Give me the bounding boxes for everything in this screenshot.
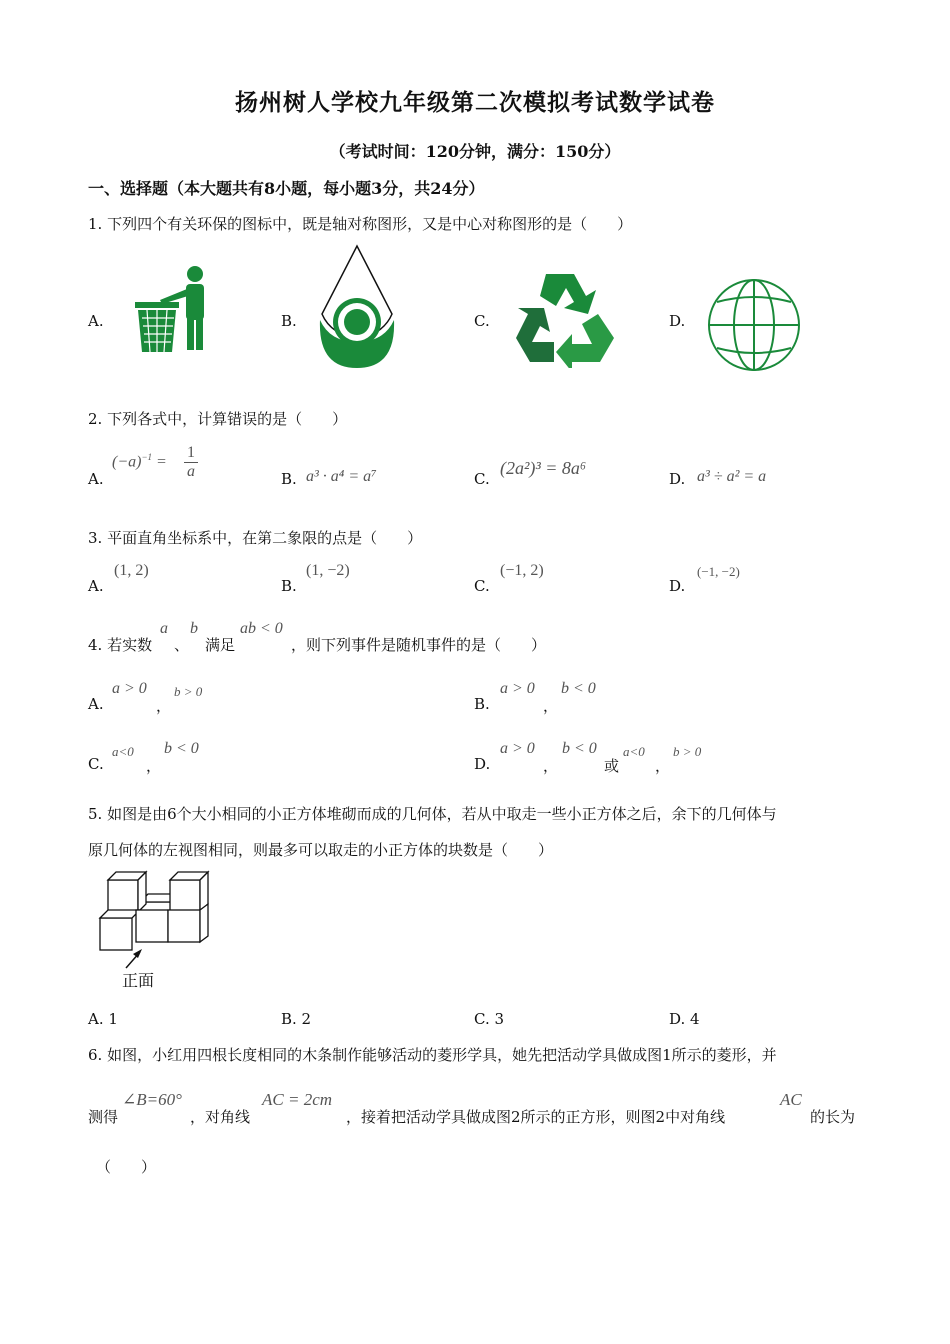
q4-var-b: b bbox=[190, 620, 198, 637]
q1-option-a-label: A. bbox=[88, 312, 104, 330]
q6-ac-length: AC = 2cm bbox=[262, 1090, 333, 1109]
q6-measure-text: 测得 bbox=[88, 1108, 119, 1126]
q3-option-b-label: B. bbox=[281, 577, 297, 595]
q4-separator: 、 bbox=[174, 636, 190, 654]
question-3-text: 3. 平面直角坐标系中，在第二象限的点是（ ） bbox=[88, 529, 423, 547]
q4-option-d-comma2: ， bbox=[655, 757, 671, 775]
cube-stack-figure bbox=[96, 866, 214, 990]
q4-condition: ab < 0 bbox=[240, 620, 283, 637]
q3-option-a-label: A. bbox=[88, 577, 104, 595]
q2-option-d-expr: a³ ÷ a² = a bbox=[697, 468, 767, 485]
q4-option-c-comma: ， bbox=[146, 757, 162, 775]
q4-option-d-label: D. bbox=[474, 755, 491, 773]
q2-option-c-label: C. bbox=[474, 470, 490, 488]
trash-person-icon bbox=[132, 262, 214, 356]
q4-option-b-label: B. bbox=[474, 695, 490, 713]
q5-option-a: A. 1 bbox=[88, 1010, 118, 1028]
q2-option-c-expr: (2a²)³ = 8a⁶ bbox=[500, 458, 587, 478]
q4-option-c-label: C. bbox=[88, 755, 104, 773]
q2-option-b-label: B. bbox=[281, 470, 297, 488]
q6-diagonal-text: ，对角线 bbox=[190, 1108, 251, 1126]
exam-info: （考试时间：120分钟，满分：150分） bbox=[329, 142, 621, 161]
q3-option-d-label: D. bbox=[669, 577, 686, 595]
q1-option-c-label: C. bbox=[474, 312, 490, 330]
q6-answer-bracket: （ ） bbox=[96, 1158, 157, 1176]
water-drop-icon bbox=[314, 242, 400, 372]
q1-option-d-label: D. bbox=[669, 312, 686, 330]
q1-option-b-label: B. bbox=[281, 312, 297, 330]
q4-option-d-or: 或 bbox=[604, 757, 620, 775]
q2-option-b-expr: a³ · a⁴ = a⁷ bbox=[306, 468, 377, 485]
question-6-line1: 6. 如图，小红用四根长度相同的木条制作能够活动的菱形学具，她先把活动学具做成图1所示的菱形，并 bbox=[88, 1046, 777, 1064]
q6-ac-label: AC bbox=[780, 1090, 802, 1109]
question-5-line2: 原几何体的左视图相同，则最多可以取走的小正方体的块数是（ ） bbox=[88, 841, 554, 859]
q4-option-c-cond1: a<0 bbox=[112, 744, 134, 759]
q4-option-a-cond1: a > 0 bbox=[112, 680, 147, 697]
q2-option-a-expr: $(-a)^{-1}$ = bbox=[112, 452, 167, 471]
front-view-label: 正面 bbox=[122, 971, 155, 990]
recycle-icon bbox=[512, 268, 618, 368]
q2-option-d-label: D. bbox=[669, 470, 686, 488]
section-heading: 一、选择题（本大题共有8小题，每小题3分，共24分） bbox=[88, 179, 485, 198]
q4-option-c-cond2: b < 0 bbox=[164, 740, 199, 757]
question-1-text: 1. 下列四个有关环保的图标中，既是轴对称图形，又是中心对称图形的是（ ） bbox=[88, 215, 633, 233]
q5-option-d: D. 4 bbox=[669, 1010, 700, 1028]
q4-option-d-cond2: b < 0 bbox=[562, 740, 597, 757]
q6-next-text: ，接着把活动学具做成图2所示的正方形，则图2中对角线 bbox=[346, 1108, 726, 1126]
q4-satisfies: 满足 bbox=[205, 636, 236, 654]
q2-option-a-label: A. bbox=[88, 470, 104, 488]
q6-angle-expr: ∠B=60° bbox=[122, 1090, 182, 1109]
question-5-line1: 5. 如图是由6个大小相同的小正方体堆砌而成的几何体，若从中取走一些小正方体之后，余下的几何体与 bbox=[88, 805, 777, 823]
q6-length-text: 的长为 bbox=[810, 1108, 856, 1126]
q5-option-c: C. 3 bbox=[474, 1010, 505, 1028]
q3-option-d-expr: (−1, −2) bbox=[697, 564, 740, 579]
q3-option-a-expr: (1, 2) bbox=[114, 562, 149, 579]
q2-option-a-fraction: 1 a bbox=[184, 444, 198, 481]
page-title: 扬州树人学校九年级第二次模拟考试数学试卷 bbox=[235, 89, 715, 116]
q4-option-d-comma: ， bbox=[543, 757, 559, 775]
question-4-intro: 4. 若实数 bbox=[88, 636, 153, 654]
q3-option-b-expr: (1, −2) bbox=[306, 562, 350, 579]
q4-option-a-label: A. bbox=[88, 695, 104, 713]
q3-option-c-expr: (−1, 2) bbox=[500, 562, 544, 579]
q3-option-c-label: C. bbox=[474, 577, 490, 595]
q4-option-a-cond2: b > 0 bbox=[174, 684, 203, 699]
q4-option-d-cond3: a<0 bbox=[623, 744, 645, 759]
q4-option-d-cond4: b > 0 bbox=[673, 744, 702, 759]
q4-option-d-cond1: a > 0 bbox=[500, 740, 535, 757]
q4-question-rest: ，则下列事件是随机事件的是（ ） bbox=[291, 636, 547, 654]
q4-option-b-cond2: b < 0 bbox=[561, 680, 596, 697]
q4-var-a: a bbox=[160, 620, 168, 637]
globe-icon bbox=[705, 276, 803, 374]
q4-option-a-comma: ， bbox=[156, 697, 172, 715]
q5-option-b: B. 2 bbox=[281, 1010, 312, 1028]
q4-option-b-cond1: a > 0 bbox=[500, 680, 535, 697]
q4-option-b-comma: ， bbox=[543, 697, 559, 715]
question-2-text: 2. 下列各式中，计算错误的是（ ） bbox=[88, 410, 348, 428]
